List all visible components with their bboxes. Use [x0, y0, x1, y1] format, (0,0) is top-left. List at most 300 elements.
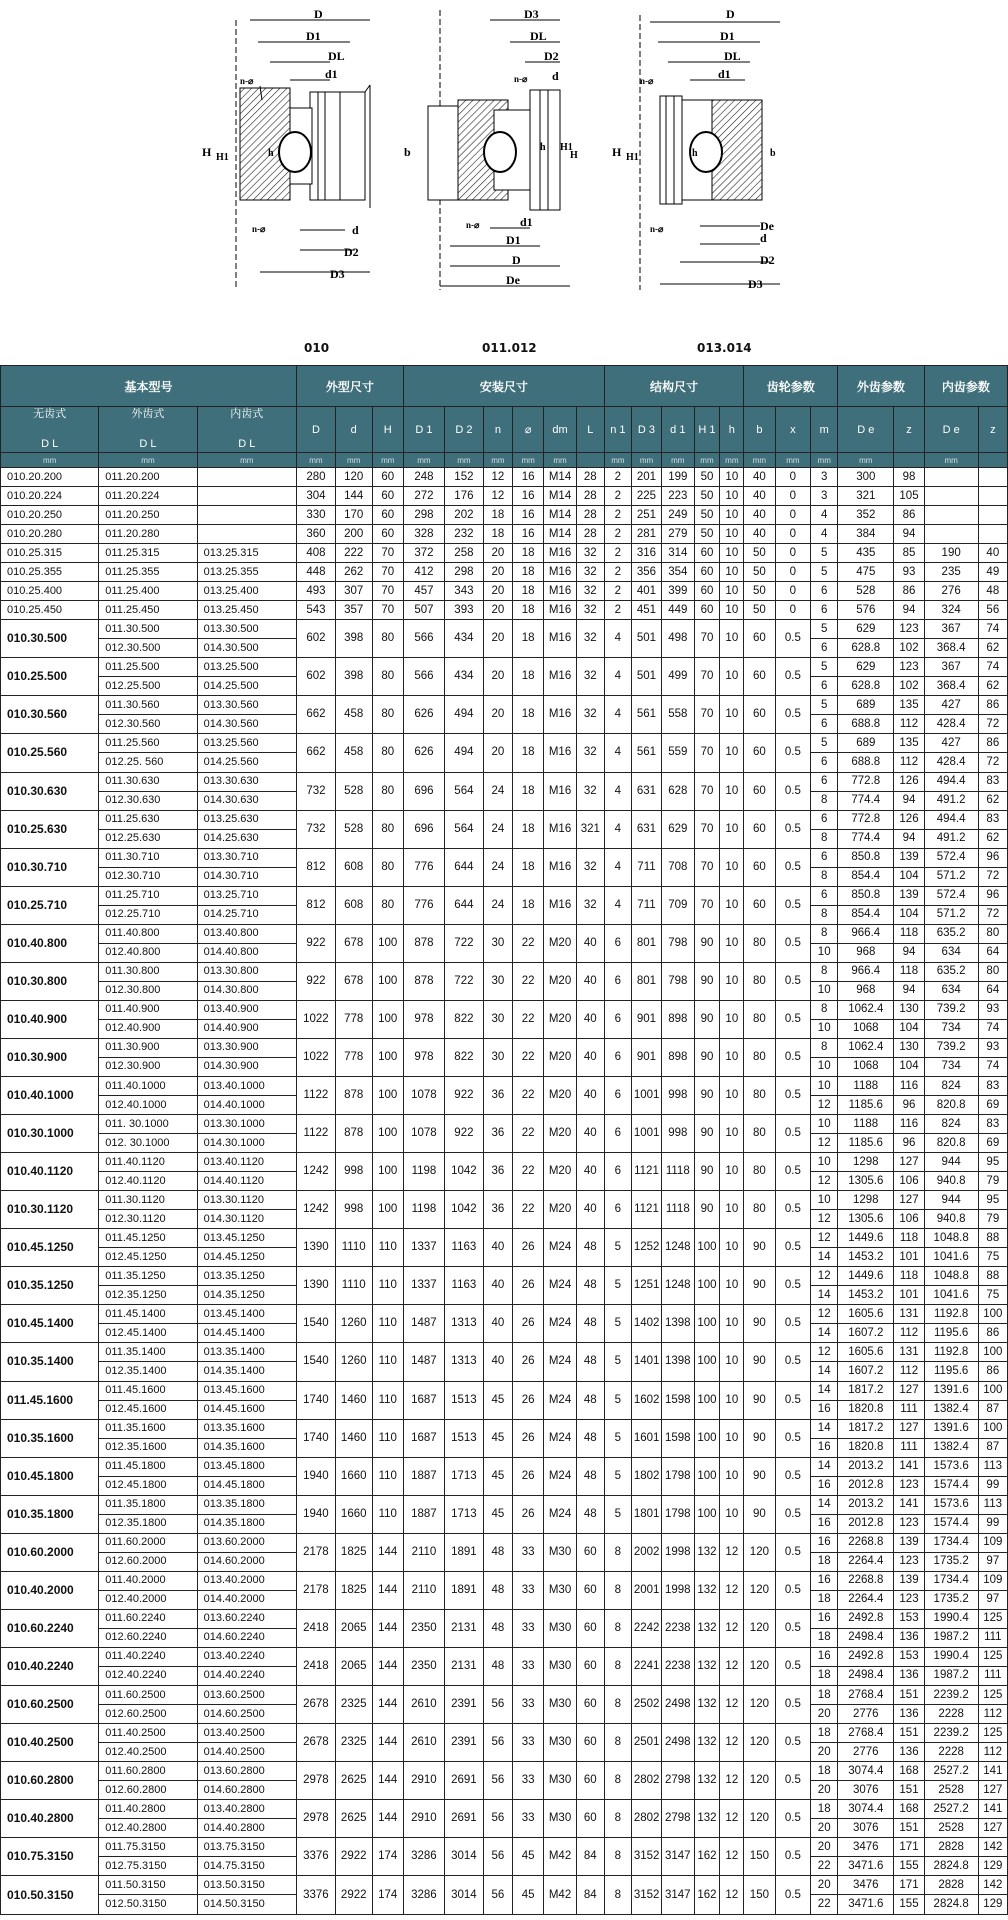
- table-cell: 120: [744, 1609, 775, 1647]
- table-cell: 1390: [296, 1267, 335, 1305]
- table-cell: 011.75.3150: [99, 1838, 197, 1857]
- table-cell: 012.45.1250: [99, 1248, 197, 1267]
- table-cell: 10: [720, 563, 744, 582]
- table-cell: 168: [894, 1762, 924, 1781]
- table-cell: 734: [924, 1057, 978, 1076]
- table-cell: 571.2: [924, 905, 978, 924]
- table-cell: 1118: [662, 1153, 694, 1191]
- table-cell: 1260: [335, 1343, 372, 1381]
- table-cell: 014.25.500: [197, 677, 296, 696]
- table-cell: 2239.2: [924, 1724, 978, 1743]
- table-cell: 010.40.1000: [1, 1077, 99, 1115]
- table-cell: 1573.6: [924, 1495, 978, 1514]
- table-cell: 1820.8: [838, 1438, 894, 1457]
- table-cell: 3286: [403, 1838, 444, 1876]
- table-cell: 010.30.710: [1, 848, 99, 886]
- table-cell: 162: [694, 1876, 720, 1915]
- table-cell: 013.25.450: [197, 601, 296, 620]
- table-cell: M14: [544, 506, 576, 525]
- table-cell: 86: [978, 734, 1007, 753]
- table-cell: 2: [604, 468, 631, 487]
- table-cell: 48: [483, 1571, 512, 1609]
- svg-text:DL: DL: [724, 49, 741, 63]
- table-cell: 3076: [838, 1819, 894, 1838]
- table-cell: 011.30.800: [99, 962, 197, 981]
- table-row: [1, 848, 1008, 867]
- table-cell: 014.45.1600: [197, 1400, 296, 1419]
- table-cell: 013.45.1800: [197, 1457, 296, 1476]
- header-col: H: [372, 407, 403, 453]
- table-cell: 50: [744, 563, 775, 582]
- table-cell: M24: [544, 1305, 576, 1343]
- table-cell: 2498.4: [838, 1666, 894, 1685]
- header-col: d: [335, 407, 372, 453]
- table-cell: 49: [978, 563, 1007, 582]
- table-cell: 434: [444, 620, 483, 658]
- table-cell: 2527.2: [924, 1762, 978, 1781]
- table-cell: 118: [894, 962, 924, 981]
- table-cell: 2110: [403, 1571, 444, 1609]
- table-cell: M30: [544, 1762, 576, 1800]
- table-cell: 12: [720, 1647, 744, 1685]
- table-cell: 494.4: [924, 810, 978, 829]
- table-cell: 132: [694, 1800, 720, 1838]
- table-cell: 40: [576, 1038, 604, 1076]
- table-cell: 1998: [662, 1571, 694, 1609]
- table-cell: 36: [483, 1153, 512, 1191]
- table-cell: 013.50.3150: [197, 1876, 296, 1895]
- table-row: [1, 1267, 1008, 1286]
- table-cell: 90: [694, 1038, 720, 1076]
- table-cell: 966.4: [838, 962, 894, 981]
- table-cell: M30: [544, 1800, 576, 1838]
- table-cell: 012.30.560: [99, 715, 197, 734]
- table-cell: 013.45.1600: [197, 1381, 296, 1400]
- table-cell: M16: [544, 772, 576, 810]
- table-cell: M16: [544, 563, 576, 582]
- table-cell: 629: [838, 658, 894, 677]
- table-cell: 6: [604, 1000, 631, 1038]
- table-cell: 32: [576, 582, 604, 601]
- table-cell: 1195.6: [924, 1324, 978, 1343]
- table-cell: 79: [978, 1172, 1007, 1191]
- table-cell: 32: [576, 563, 604, 582]
- table-cell: 330: [296, 506, 335, 525]
- table-cell: 16: [811, 1647, 838, 1666]
- table-row: [1, 1762, 1008, 1781]
- table-cell: 629: [662, 810, 694, 848]
- table-cell: 398: [335, 620, 372, 658]
- table-cell: 014.40.2500: [197, 1743, 296, 1762]
- table-row: [1, 1495, 1008, 1514]
- table-cell: 171: [894, 1838, 924, 1857]
- table-cell: 70: [694, 772, 720, 810]
- table-cell: 45: [483, 1457, 512, 1495]
- table-cell: 1887: [403, 1457, 444, 1495]
- table-cell: 60: [744, 658, 775, 696]
- table-cell: M16: [544, 810, 576, 848]
- table-cell: 20: [483, 563, 512, 582]
- header-col: m: [811, 407, 838, 453]
- table-cell: 1998: [662, 1533, 694, 1571]
- table-cell: 012.25.630: [99, 829, 197, 848]
- table-cell: 0.5: [775, 1686, 811, 1724]
- table-cell: 635.2: [924, 924, 978, 943]
- table-cell: 360: [296, 525, 335, 544]
- table-cell: 010.50.3150: [1, 1876, 99, 1915]
- table-cell: 8: [604, 1762, 631, 1800]
- table-cell: 123: [894, 1476, 924, 1495]
- table-cell: 80: [744, 962, 775, 1000]
- table-cell: 011.20.280: [99, 525, 197, 544]
- table-cell: 2768.4: [838, 1686, 894, 1705]
- table-cell: 011.20.200: [99, 468, 197, 487]
- table-cell: 10: [720, 848, 744, 886]
- table-cell: 74: [978, 1057, 1007, 1076]
- table-cell: 013.40.1120: [197, 1153, 296, 1172]
- table-cell: 120: [335, 468, 372, 487]
- table-cell: 45: [483, 1419, 512, 1457]
- table-cell: 739.2: [924, 1000, 978, 1019]
- table-cell: 12: [811, 1172, 838, 1191]
- table-cell: 56: [483, 1800, 512, 1838]
- table-cell: 1940: [296, 1495, 335, 1533]
- table-cell: 966.4: [838, 924, 894, 943]
- table-cell: 10: [811, 1077, 838, 1096]
- table-cell: 0.5: [775, 886, 811, 924]
- table-cell: 62: [978, 791, 1007, 810]
- table-cell: M24: [544, 1229, 576, 1267]
- table-cell: 112: [978, 1743, 1007, 1762]
- table-cell: 86: [894, 582, 924, 601]
- table-cell: 10: [720, 658, 744, 696]
- svg-text:h: h: [540, 142, 546, 153]
- table-cell: M42: [544, 1876, 576, 1915]
- table-cell: 131: [894, 1343, 924, 1362]
- table-cell: 010.25.450: [1, 601, 99, 620]
- table-cell: 100: [978, 1381, 1007, 1400]
- table-cell: M16: [544, 582, 576, 601]
- table-cell: 1260: [335, 1305, 372, 1343]
- table-cell: 812: [296, 886, 335, 924]
- group-structure: 结构尺寸: [604, 366, 743, 407]
- table-cell: 111: [978, 1666, 1007, 1685]
- table-cell: 100: [694, 1495, 720, 1533]
- table-cell: 86: [978, 1362, 1007, 1381]
- table-cell: 12: [720, 1686, 744, 1724]
- table-cell: 6: [811, 715, 838, 734]
- table-cell: 011.35.1800: [99, 1495, 197, 1514]
- table-cell: 16: [513, 487, 544, 506]
- table-cell: 2391: [444, 1724, 483, 1762]
- svg-text:D3: D3: [524, 7, 539, 21]
- table-cell: [197, 506, 296, 525]
- table-cell: 011.60.2500: [99, 1686, 197, 1705]
- table-cell: 011.60.2000: [99, 1533, 197, 1552]
- header-col: H 1: [694, 407, 720, 453]
- table-cell: 3471.6: [838, 1895, 894, 1915]
- table-cell: 60: [576, 1609, 604, 1647]
- table-cell: 85: [894, 544, 924, 563]
- table-cell: 101: [894, 1286, 924, 1305]
- table-cell: 1252: [631, 1229, 661, 1267]
- table-cell: 24: [483, 886, 512, 924]
- table-cell: 111: [978, 1628, 1007, 1647]
- table-cell: 0.5: [775, 1762, 811, 1800]
- table-cell: 1305.6: [838, 1172, 894, 1191]
- table-cell: 010.60.2800: [1, 1762, 99, 1800]
- table-cell: 0.5: [775, 1419, 811, 1457]
- table-cell: 010.25.400: [1, 582, 99, 601]
- unit-cell: mm: [444, 453, 483, 468]
- table-cell: 40: [576, 1115, 604, 1153]
- table-cell: 144: [372, 1800, 403, 1838]
- table-cell: [978, 468, 1007, 487]
- table-cell: 72: [978, 753, 1007, 772]
- table-cell: 70: [694, 886, 720, 924]
- table-cell: 90: [694, 1153, 720, 1191]
- svg-text:h: h: [268, 148, 274, 159]
- table-cell: 96: [894, 1134, 924, 1153]
- table-cell: 26: [513, 1495, 544, 1533]
- table-cell: 010.60.2240: [1, 1609, 99, 1647]
- table-cell: 2501: [631, 1724, 661, 1762]
- table-cell: 152: [444, 468, 483, 487]
- table-cell: 564: [444, 772, 483, 810]
- table-cell: 343: [444, 582, 483, 601]
- table-cell: 1298: [838, 1191, 894, 1210]
- table-cell: 72: [978, 905, 1007, 924]
- table-cell: 012.60.2500: [99, 1705, 197, 1724]
- table-cell: 3376: [296, 1838, 335, 1876]
- table-cell: 8: [604, 1647, 631, 1685]
- table-cell: 100: [372, 1191, 403, 1229]
- table-cell: 014.30.560: [197, 715, 296, 734]
- table-cell: 20: [483, 734, 512, 772]
- table-cell: 854.4: [838, 867, 894, 886]
- table-cell: M16: [544, 658, 576, 696]
- table-cell: 1251: [631, 1267, 661, 1305]
- table-cell: 84: [576, 1876, 604, 1915]
- table-cell: 300: [838, 468, 894, 487]
- table-cell: 48: [576, 1229, 604, 1267]
- table-cell: 3476: [838, 1838, 894, 1857]
- table-cell: 316: [631, 544, 661, 563]
- table-row: [1, 487, 1008, 506]
- table-cell: 20: [483, 620, 512, 658]
- table-cell: 8: [811, 1038, 838, 1057]
- table-cell: M20: [544, 1191, 576, 1229]
- table-cell: 1798: [662, 1495, 694, 1533]
- table-cell: 013.25.630: [197, 810, 296, 829]
- table-cell: 168: [894, 1800, 924, 1819]
- table-cell: 012.35.1250: [99, 1286, 197, 1305]
- table-cell: 60: [576, 1647, 604, 1685]
- table-cell: 281: [631, 525, 661, 544]
- table-cell: 3076: [838, 1781, 894, 1800]
- table-cell: 1602: [631, 1381, 661, 1419]
- table-cell: 112: [978, 1705, 1007, 1724]
- table-cell: 014.40.2240: [197, 1666, 296, 1685]
- table-cell: 010.35.1800: [1, 1495, 99, 1533]
- table-cell: 6: [604, 1153, 631, 1191]
- table-cell: 16: [811, 1609, 838, 1628]
- table-cell: 60: [576, 1800, 604, 1838]
- table-cell: 012.40.900: [99, 1019, 197, 1038]
- table-cell: 56: [483, 1686, 512, 1724]
- unit-cell: mm: [662, 453, 694, 468]
- table-cell: 1048.8: [924, 1267, 978, 1286]
- table-cell: 822: [444, 1000, 483, 1038]
- table-cell: 012.25.500: [99, 677, 197, 696]
- table-cell: 014.40.1120: [197, 1172, 296, 1191]
- table-cell: 298: [403, 506, 444, 525]
- table-cell: 2498: [662, 1724, 694, 1762]
- table-cell: 1192.8: [924, 1343, 978, 1362]
- table-cell: 968: [838, 981, 894, 1000]
- table-cell: 1391.6: [924, 1381, 978, 1400]
- unit-cell: mm: [99, 453, 197, 468]
- table-cell: 628.8: [838, 677, 894, 696]
- table-cell: 109: [978, 1533, 1007, 1552]
- table-cell: 010.40.2240: [1, 1647, 99, 1685]
- drawing-011-012: [404, 7, 578, 290]
- table-cell: 678: [335, 962, 372, 1000]
- table-cell: 1660: [335, 1495, 372, 1533]
- table-cell: 80: [744, 1077, 775, 1115]
- table-cell: 1313: [444, 1343, 483, 1381]
- table-cell: 5: [811, 544, 838, 563]
- unit-cell: [894, 453, 924, 468]
- svg-text:H1: H1: [626, 152, 639, 163]
- table-cell: 10: [720, 696, 744, 734]
- table-cell: 155: [894, 1895, 924, 1915]
- table-cell: 16: [811, 1400, 838, 1419]
- table-cell: 6: [811, 639, 838, 658]
- table-cell: 014.60.2500: [197, 1705, 296, 1724]
- table-row: [1, 962, 1008, 981]
- svg-text:H1: H1: [560, 142, 573, 153]
- table-cell: 688.8: [838, 715, 894, 734]
- table-cell: 90: [744, 1343, 775, 1381]
- table-cell: 26: [513, 1343, 544, 1381]
- table-cell: 110: [372, 1495, 403, 1533]
- table-cell: 1990.4: [924, 1609, 978, 1628]
- table-cell: 1041.6: [924, 1248, 978, 1267]
- table-row: [1, 1647, 1008, 1666]
- table-cell: M16: [544, 620, 576, 658]
- table-cell: 011.45.1250: [99, 1229, 197, 1248]
- table-cell: 60: [694, 601, 720, 620]
- table-cell: 012.35.1800: [99, 1514, 197, 1533]
- table-cell: 14: [811, 1248, 838, 1267]
- table-cell: 010.40.2500: [1, 1724, 99, 1762]
- table-cell: 118: [894, 1267, 924, 1286]
- table-cell: 144: [372, 1609, 403, 1647]
- table-cell: 2012.8: [838, 1514, 894, 1533]
- table-cell: 40: [576, 1077, 604, 1115]
- table-cell: 1817.2: [838, 1381, 894, 1400]
- table-cell: 70: [694, 658, 720, 696]
- table-cell: 1460: [335, 1381, 372, 1419]
- header-external: 外齿式 D L: [99, 407, 197, 453]
- table-cell: 011.35.1400: [99, 1343, 197, 1362]
- table-cell: 608: [335, 886, 372, 924]
- table-cell: 262: [335, 563, 372, 582]
- table-cell: 33: [513, 1686, 544, 1724]
- table-cell: 435: [838, 544, 894, 563]
- table-cell: 014.30.900: [197, 1057, 296, 1076]
- table-cell: 014.60.2240: [197, 1628, 296, 1647]
- table-cell: 10: [720, 620, 744, 658]
- table-cell: 543: [296, 601, 335, 620]
- table-row: [1, 544, 1008, 563]
- table-cell: 69: [978, 1096, 1007, 1115]
- table-cell: 10: [720, 886, 744, 924]
- table-cell: 33: [513, 1762, 544, 1800]
- table-cell: 012.60.2240: [99, 1628, 197, 1647]
- unit-cell: [576, 453, 604, 468]
- table-cell: 013.30.1000: [197, 1115, 296, 1134]
- bearing-spec-table: [0, 365, 1008, 1915]
- unit-cell: mm: [631, 453, 661, 468]
- table-cell: 2910: [403, 1762, 444, 1800]
- table-cell: M16: [544, 886, 576, 924]
- table-cell: 4: [604, 734, 631, 772]
- table-cell: 40: [978, 544, 1007, 563]
- table-cell: 45: [513, 1838, 544, 1876]
- table-cell: 576: [838, 601, 894, 620]
- table-cell: 18: [811, 1762, 838, 1781]
- table-cell: 2110: [403, 1533, 444, 1571]
- table-cell: 0.5: [775, 1609, 811, 1647]
- table-cell: 12: [811, 1096, 838, 1115]
- table-cell: 1940: [296, 1457, 335, 1495]
- table-cell: 48: [576, 1381, 604, 1419]
- table-cell: 012. 30.1000: [99, 1134, 197, 1153]
- table-cell: 70: [372, 563, 403, 582]
- table-cell: 013.30.560: [197, 696, 296, 715]
- table-cell: 014.35.1250: [197, 1286, 296, 1305]
- table-cell: 010.45.1250: [1, 1229, 99, 1267]
- table-cell: 998: [662, 1077, 694, 1115]
- table-cell: 36: [483, 1115, 512, 1153]
- table-cell: 40: [744, 487, 775, 506]
- table-cell: 123: [894, 658, 924, 677]
- table-cell: 011.40.800: [99, 924, 197, 943]
- svg-text:D: D: [512, 253, 521, 267]
- table-cell: 5: [604, 1229, 631, 1267]
- table-cell: 99: [978, 1476, 1007, 1495]
- table-cell: 18: [513, 544, 544, 563]
- table-cell: 99: [978, 1514, 1007, 1533]
- table-cell: 30: [483, 924, 512, 962]
- table-cell: 75: [978, 1248, 1007, 1267]
- table-cell: 97: [978, 1552, 1007, 1571]
- table-cell: 1062.4: [838, 1038, 894, 1057]
- table-cell: 3: [811, 487, 838, 506]
- table-cell: 33: [513, 1533, 544, 1571]
- table-cell: 1891: [444, 1533, 483, 1571]
- table-cell: 014.30.800: [197, 981, 296, 1000]
- table-cell: 1022: [296, 1038, 335, 1076]
- table-cell: 776: [403, 886, 444, 924]
- table-cell: 14: [811, 1362, 838, 1381]
- table-cell: 012.45.1400: [99, 1324, 197, 1343]
- table-cell: 2798: [662, 1762, 694, 1800]
- table-cell: 33: [513, 1609, 544, 1647]
- table-cell: 123: [894, 1552, 924, 1571]
